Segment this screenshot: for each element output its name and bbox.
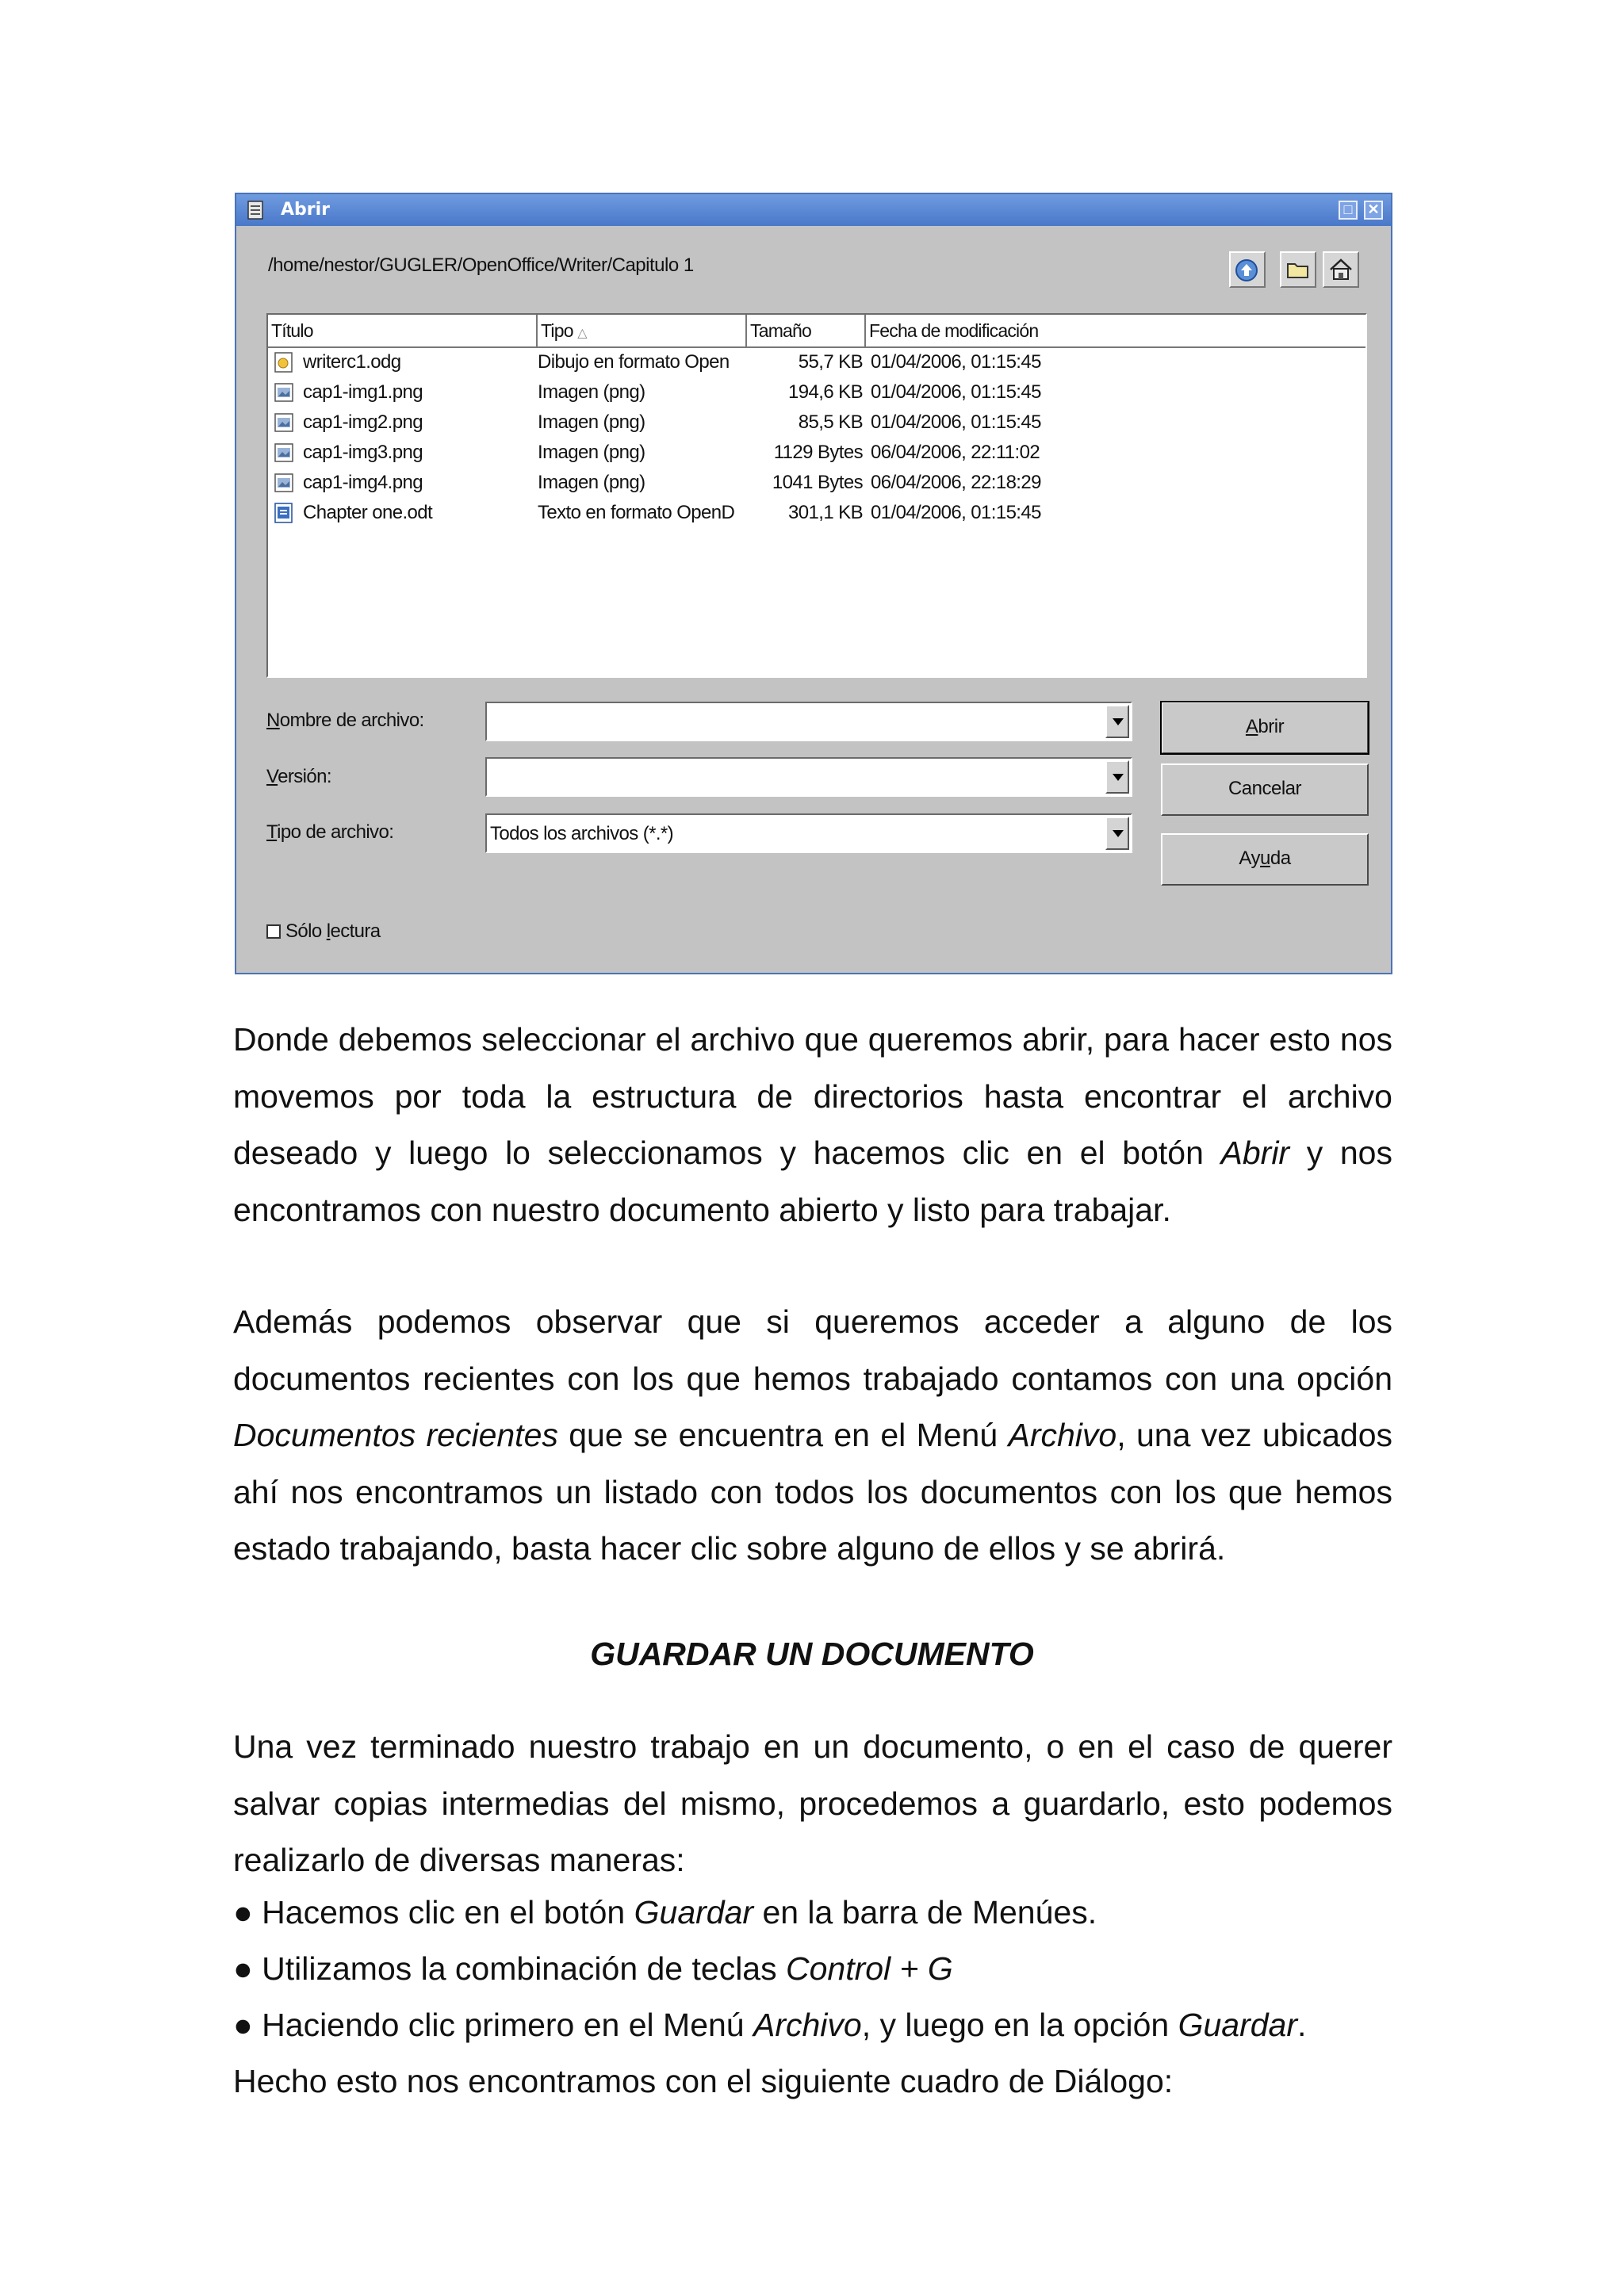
- readonly-checkbox[interactable]: Sólo lectura: [266, 920, 381, 943]
- chevron-down-icon[interactable]: [1105, 760, 1129, 794]
- bullet-shortcut: ● Utilizamos la combinación de teclas Control + G: [233, 1950, 953, 1987]
- column-header-type[interactable]: Tipo △: [538, 315, 747, 348]
- app-icon: [246, 200, 266, 220]
- filetype-combo[interactable]: [485, 813, 1132, 853]
- closing-line: Hecho esto nos encontramos con el siguiente cuadro de Diálogo:: [233, 2063, 1174, 2099]
- cancel-button[interactable]: Cancelar: [1161, 763, 1369, 816]
- column-header-title[interactable]: Título: [268, 315, 538, 348]
- paragraph-open-instructions: Donde debemos seleccionar el archivo que queremos abrir, para hacer esto nos movemos por toda la estructura de directorios hasta encontrar el archivo deseado y luego lo seleccionamos y hacemos clic en el botón Abrir y nos encontramos con nuestro documento abierto y listo para trabajar.: [233, 1021, 1392, 1228]
- filename-combo[interactable]: [485, 702, 1132, 741]
- file-row[interactable]: writerc1.odg Dibujo en formato Open 55,7 KB 01/04/2006, 01:15:45: [268, 348, 1365, 378]
- chevron-down-icon[interactable]: [1105, 817, 1129, 850]
- file-row[interactable]: cap1-img3.png Imagen (png) 1129 Bytes 06/04/2006, 22:11:02: [268, 438, 1365, 469]
- home-button[interactable]: [1323, 251, 1359, 288]
- file-row[interactable]: Chapter one.odt Texto en formato OpenD 301,1 KB 01/04/2006, 01:15:45: [268, 499, 1365, 529]
- file-row[interactable]: cap1-img4.png Imagen (png) 1041 Bytes 06/04/2006, 22:18:29: [268, 469, 1365, 499]
- paragraph-save-intro: Una vez terminado nuestro trabajo en un documento, o en el caso de querer salvar copias intermedias del mismo, procedemos a guardarlo, esto podemos realizarlo de diversas maneras:: [233, 1728, 1392, 1878]
- help-button[interactable]: Ayuda: [1161, 833, 1369, 886]
- sort-ascending-icon: △: [577, 327, 587, 340]
- version-combo[interactable]: [485, 757, 1132, 797]
- open-button[interactable]: Abrir: [1161, 702, 1369, 754]
- image-file-icon: [273, 381, 295, 404]
- dialog-titlebar: [236, 194, 1391, 226]
- filetype-label: Tipo de archivo:: [266, 821, 394, 843]
- new-folder-button[interactable]: [1280, 251, 1316, 288]
- chevron-down-icon[interactable]: [1105, 705, 1129, 738]
- image-file-icon: [273, 472, 295, 494]
- filename-label: Nombre de archivo:: [266, 710, 424, 731]
- image-file-icon: [273, 442, 295, 464]
- column-header-size[interactable]: Tamaño: [747, 315, 866, 348]
- folder-icon: [1281, 253, 1315, 286]
- text-file-icon: [273, 502, 295, 524]
- file-row[interactable]: cap1-img2.png Imagen (png) 85,5 KB 01/04/2006, 01:15:45: [268, 408, 1365, 438]
- up-folder-icon: [1231, 253, 1264, 286]
- home-icon: [1324, 253, 1358, 286]
- filetype-value: Todos los archivos (*.*): [490, 823, 674, 844]
- paragraph-recent-documents: Además podemos observar que si queremos acceder a alguno de los documentos recientes con los que hemos trabajado contamos con una opción Documentos recientes que se encuentra en el Menú Archivo, una vez ubicados ahí nos encontramos un listado con todos los documentos con los que hemos estado trabajando, basta hacer clic sobre alguno de ellos y se abrirá.: [233, 1303, 1392, 1567]
- version-label: Versión:: [266, 766, 331, 787]
- maximize-button[interactable]: □: [1339, 201, 1358, 220]
- section-heading: GUARDAR UN DOCUMENTO: [590, 1636, 1034, 1672]
- bullet-menu: ● Haciendo clic primero en el Menú Archivo, y luego en la opción Guardar.: [233, 2007, 1307, 2043]
- close-button[interactable]: ✕: [1364, 201, 1383, 220]
- dialog-title: Abrir: [281, 200, 331, 220]
- image-file-icon: [273, 411, 295, 434]
- file-list[interactable]: [266, 313, 1367, 678]
- checkbox-icon: [266, 924, 281, 939]
- open-file-dialog: [235, 193, 1392, 974]
- go-up-button[interactable]: [1229, 251, 1266, 288]
- draw-file-icon: [273, 351, 295, 373]
- bullet-save-button: ● Hacemos clic en el botón Guardar en la barra de Menúes.: [233, 1894, 1097, 1931]
- column-header-date[interactable]: Fecha de modificación: [866, 315, 1365, 348]
- file-row[interactable]: cap1-img1.png Imagen (png) 194,6 KB 01/04/2006, 01:15:45: [268, 378, 1365, 408]
- current-path: /home/nestor/GUGLER/OpenOffice/Writer/Capitulo 1: [268, 254, 694, 276]
